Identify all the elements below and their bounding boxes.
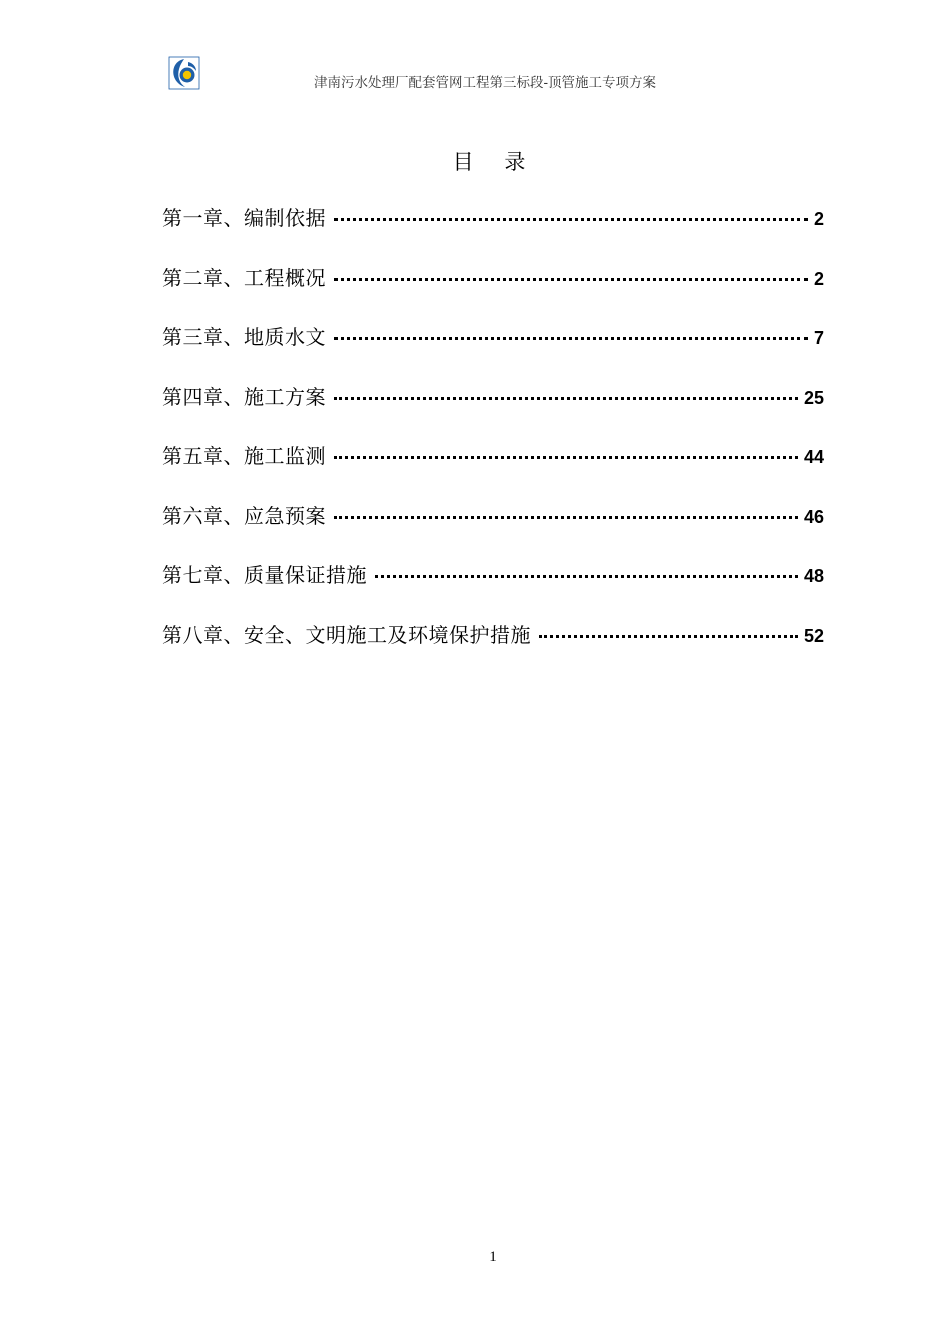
- toc-entry-page: 52: [803, 625, 824, 646]
- company-logo-icon: [168, 56, 200, 90]
- toc-entry-page: 44: [803, 447, 824, 467]
- toc-entry-page: 46: [803, 506, 824, 527]
- toc-entry[interactable]: [162, 438, 824, 498]
- page-header: [168, 56, 788, 94]
- toc-entry-page: 25: [803, 387, 824, 408]
- toc-entry-label: 第四章、施工方案: [162, 384, 326, 409]
- toc-entry-label: 第二章、工程概况: [162, 265, 326, 290]
- toc-leader-dots: [334, 396, 798, 400]
- toc-entry[interactable]: [162, 260, 824, 320]
- toc-title: 目 录: [452, 150, 538, 174]
- toc-entry-label: 第五章、施工监测: [162, 444, 326, 468]
- toc-entry-label: 第一章、编制依据: [162, 206, 326, 230]
- toc-entry-label: 第三章、地质水文: [162, 325, 326, 349]
- toc-leader-dots: [334, 455, 798, 459]
- toc-entry-label: 第六章、应急预案: [162, 503, 326, 528]
- toc-entry[interactable]: [162, 617, 824, 677]
- toc-leader-dots: [375, 574, 798, 578]
- toc-entry[interactable]: [162, 557, 824, 617]
- toc-entry-page: 48: [803, 566, 824, 586]
- toc-leader-dots: [334, 217, 808, 221]
- toc-leader-dots: [539, 634, 798, 638]
- toc-entry-label: 第八章、安全、文明施工及环境保护措施: [162, 622, 531, 647]
- header-title: 津南污水处理厂配套管网工程第三标段-顶管施工专项方案: [314, 75, 657, 91]
- toc-entry[interactable]: [162, 200, 824, 260]
- toc-entry[interactable]: [162, 379, 824, 439]
- toc-leader-dots: [334, 336, 808, 340]
- toc-entry-page: 2: [813, 268, 824, 289]
- toc-entry[interactable]: [162, 498, 824, 558]
- toc-entry-label: 第七章、质量保证措施: [162, 563, 367, 587]
- table-of-contents: [162, 200, 824, 676]
- toc-entry-page: 7: [813, 328, 824, 348]
- page-number: 1: [489, 1249, 497, 1265]
- toc-leader-dots: [334, 515, 798, 519]
- toc-entry-page: 2: [813, 209, 824, 229]
- toc-leader-dots: [334, 277, 808, 281]
- toc-entry[interactable]: [162, 319, 824, 379]
